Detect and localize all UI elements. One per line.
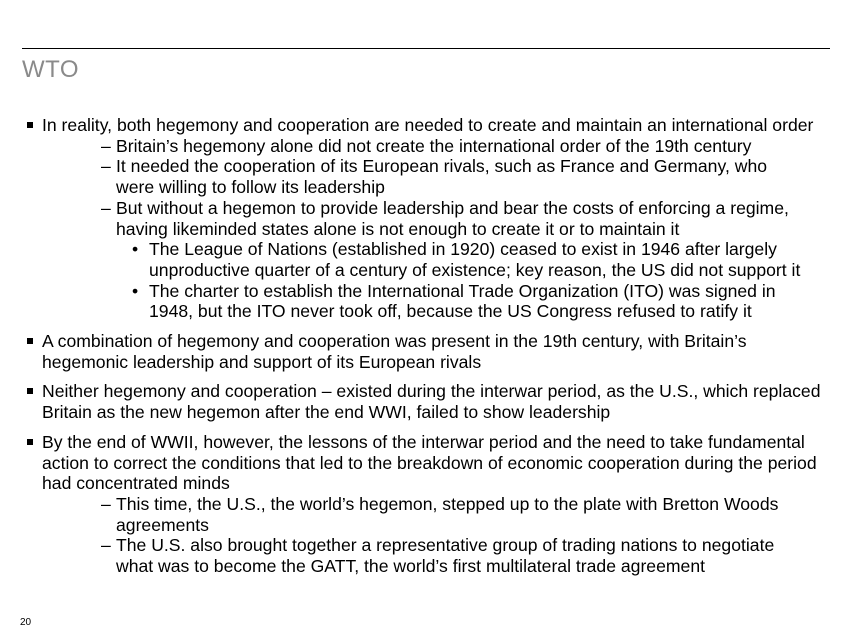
slide-title: WTO [22, 56, 80, 83]
page-number: 20 [20, 617, 32, 628]
sub-bullet-text: Britain’s hegemony alone did not create the international order of the 19th century [116, 135, 752, 156]
sub-bullet-text: The U.S. also brought together a representative group of trading nations to negotiate what was to become the GATT, the world’s first multilateral trade agreement [116, 535, 775, 577]
title-divider [22, 48, 830, 49]
sub-bullet-item [42, 136, 830, 157]
square-bullet-icon [27, 338, 33, 344]
bullet-item-4 [0, 432, 854, 577]
dash-bullet-icon: – [101, 493, 111, 514]
bullet-item-1 [0, 115, 854, 322]
sub-bullet-item [42, 198, 830, 239]
sub-bullet-item [42, 156, 830, 197]
sub-bullet-text: This time, the U.S., the world’s hegemon, stepped up to the plate with Bretton Woods agreements [116, 493, 779, 535]
square-bullet-icon [27, 122, 33, 128]
sub-sub-bullet-text: The charter to establish the International Trade Organization (ITO) was signed in 1948, but the ITO never took off, because the US Congress refused to ratify it [149, 280, 776, 322]
sub-sub-bullet-item [42, 281, 830, 322]
bullet-item-2 [0, 331, 854, 372]
bullet-item-3 [0, 381, 854, 422]
bullet-text: In reality, both hegemony and cooperation are needed to create and maintain an international order [42, 115, 814, 135]
dot-bullet-icon: • [132, 280, 139, 301]
sub-bullet-item [42, 535, 830, 576]
dash-bullet-icon: – [101, 535, 111, 556]
sub-bullet-text: It needed the cooperation of its European rivals, such as France and Germany, who were willing to follow its leadership [116, 156, 768, 198]
bullet-text: By the end of WWII, however, the lessons of the interwar period and the need to take fundamental action to correct the conditions that led to the breakdown of economic cooperation during the period had concentrated minds [42, 431, 817, 494]
dash-bullet-icon: – [101, 135, 111, 156]
sub-sub-bullet-item [42, 239, 830, 280]
dash-bullet-icon: – [101, 197, 111, 218]
square-bullet-icon [27, 439, 33, 445]
bullet-list [0, 115, 854, 586]
dash-bullet-icon: – [101, 156, 111, 177]
sub-bullet-item [42, 494, 830, 535]
sub-sub-bullet-text: The League of Nations (established in 1920) ceased to exist in 1946 after largely unproductive quarter of a century of existence; key reason, the US did not support it [149, 239, 801, 280]
sub-bullet-text: But without a hegemon to provide leadership and bear the costs of enforcing a regime, having likeminded states alone is not enough to create it or to maintain it [116, 197, 789, 239]
bullet-text: Neither hegemony and cooperation – existed during the interwar period, as the U.S., which replaced Britain as the new hegemon after the end WWI, failed to show leadership [42, 381, 821, 423]
dot-bullet-icon: • [132, 239, 139, 260]
bullet-text: A combination of hegemony and cooperation was present in the 19th century, with Britain’s hegemonic leadership and support of its European rivals [42, 331, 747, 372]
square-bullet-icon [27, 388, 33, 394]
